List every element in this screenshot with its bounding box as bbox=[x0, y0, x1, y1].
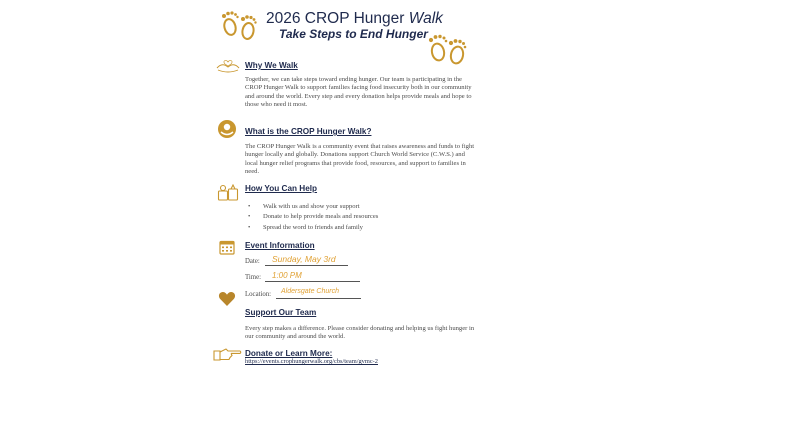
time-underline bbox=[265, 281, 360, 282]
date-underline bbox=[265, 265, 348, 266]
date-value: Sunday, May 3rd bbox=[272, 254, 336, 264]
calendar-icon bbox=[219, 239, 235, 255]
heart-icon bbox=[218, 291, 236, 307]
support-team-body: Every step makes a difference. Please consider donating and helping us fight hunger in our community and around the world. bbox=[245, 325, 475, 341]
location-value: Aldersgate Church bbox=[281, 288, 339, 295]
donate-link[interactable]: https://events.crophungerwalk.org/cbs/team/gvmc-2 bbox=[245, 358, 378, 365]
why-walk-body: Together, we can take steps toward ending hunger. Our team is participating in the CROP Hunger Walk to support families facing food insecurity both in our community and around the world. Every step and every donation helps provide meals and hope to those who need it most. bbox=[245, 76, 472, 109]
footprints-icon bbox=[424, 30, 472, 68]
page-subtitle: Take Steps to End Hunger bbox=[279, 27, 428, 41]
what-is-heading: What is the CROP Hunger Walk? bbox=[245, 127, 372, 136]
time-value: 1:00 PM bbox=[272, 271, 302, 280]
donate-heading: Donate or Learn More: bbox=[245, 349, 333, 358]
location-label: Location: bbox=[245, 291, 272, 298]
list-item-text: Donate to help provide meals and resources bbox=[263, 213, 379, 220]
title-emphasis: Walk bbox=[408, 10, 443, 27]
date-label: Date: bbox=[245, 258, 260, 265]
event-info-heading: Event Information bbox=[245, 241, 315, 250]
food-box-icon bbox=[217, 184, 239, 202]
time-label: Time: bbox=[245, 274, 261, 281]
hands-heart-icon bbox=[216, 58, 240, 74]
list-item: • Donate to help provide meals and resources bbox=[248, 213, 379, 220]
what-is-body: The CROP Hunger Walk is a community event that raises awareness and funds to fight hunger locally and globally. Donations support Church World Service (C.W.S.) and local hunger relief programs that provide food, resources, and support to families in need. bbox=[245, 143, 475, 176]
support-team-heading: Support Our Team bbox=[245, 308, 317, 317]
why-walk-heading: Why We Walk bbox=[245, 61, 298, 70]
how-help-heading: How You Can Help bbox=[245, 184, 318, 193]
footprints-icon bbox=[218, 8, 262, 44]
list-item-text: Spread the word to friends and family bbox=[263, 224, 363, 231]
title-main: 2026 CROP Hunger bbox=[266, 10, 409, 27]
pointing-hand-icon bbox=[212, 346, 242, 362]
globe-hands-icon bbox=[217, 119, 237, 139]
list-item-text: Walk with us and show your support bbox=[263, 203, 360, 210]
page-title bbox=[266, 10, 443, 28]
list-item: • Spread the word to friends and family bbox=[248, 224, 363, 231]
list-item: • Walk with us and show your support bbox=[248, 203, 360, 210]
location-underline bbox=[276, 298, 361, 299]
